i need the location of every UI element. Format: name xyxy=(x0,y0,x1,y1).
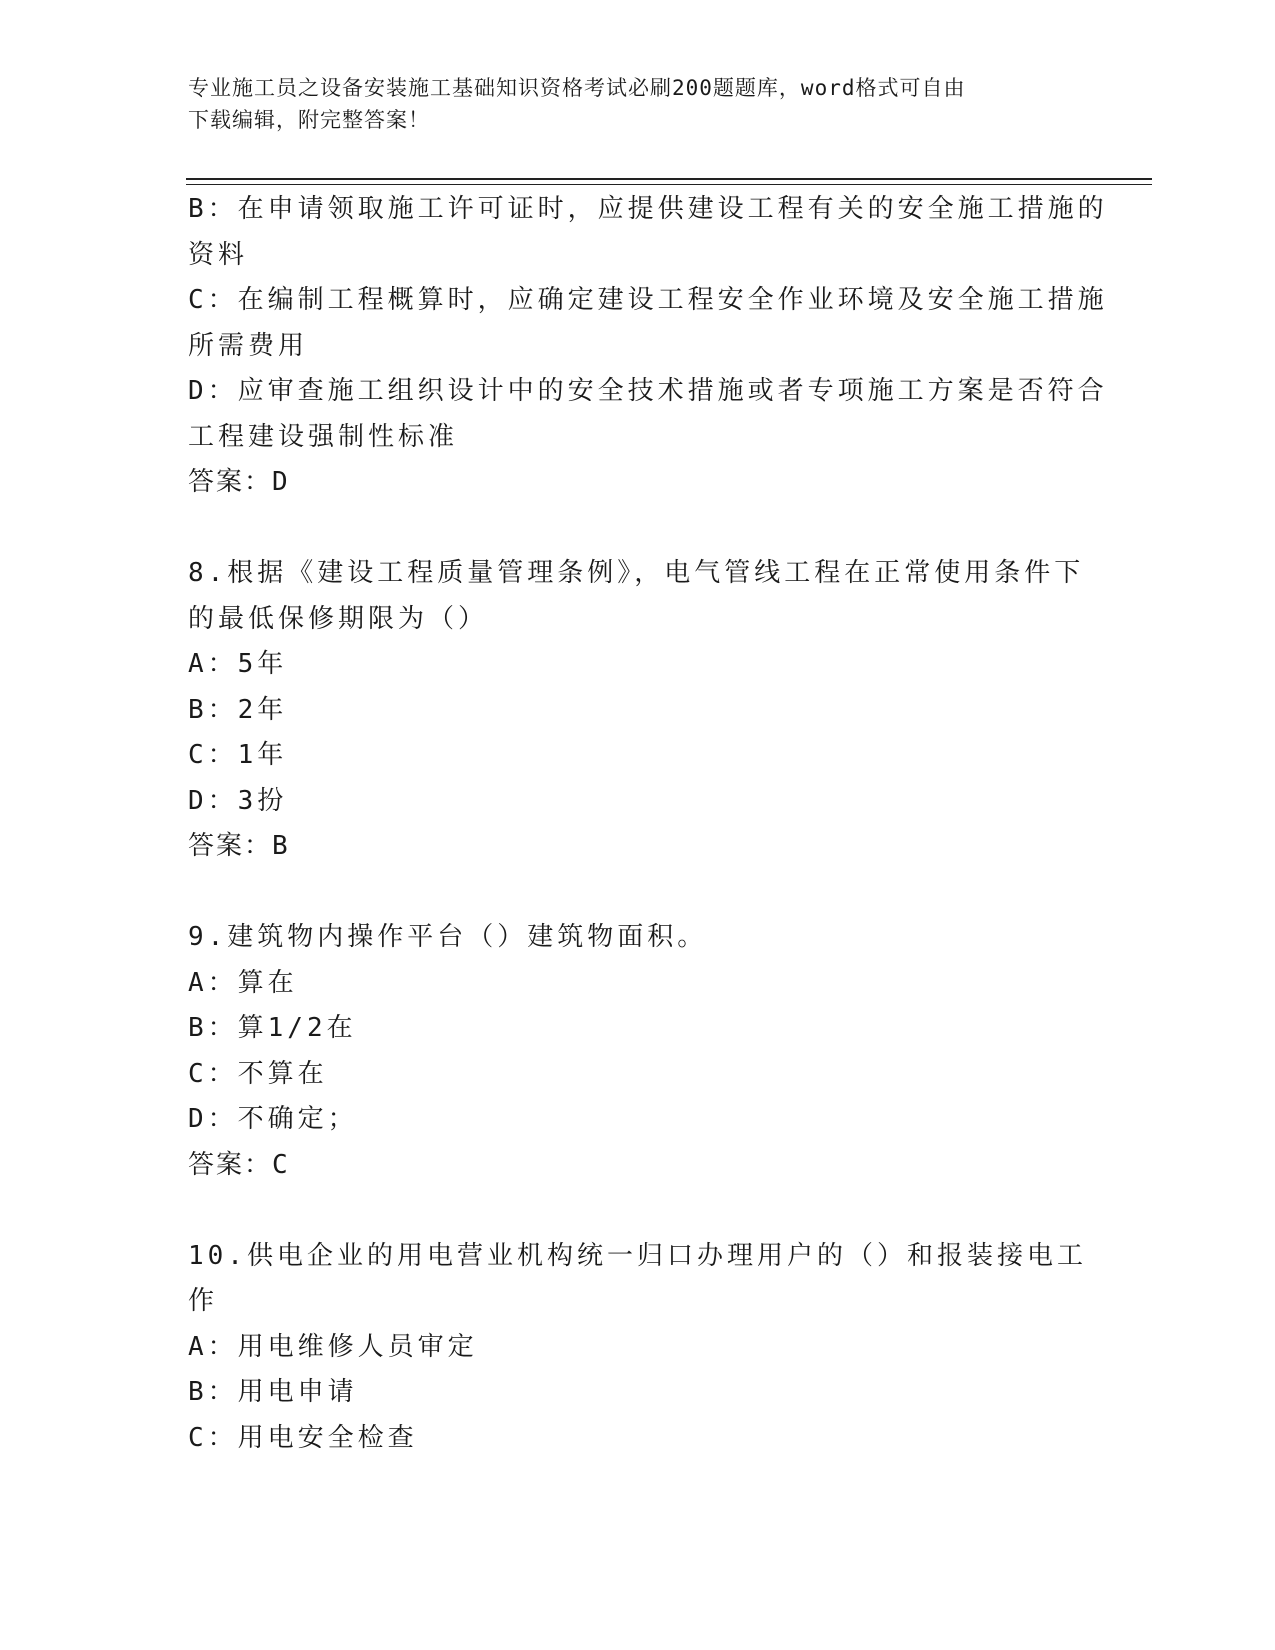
question-stem-line-1: 10.供电企业的用电营业机构统一归口办理用户的（）和报装接电工 xyxy=(188,1240,1087,1271)
question-7 xyxy=(188,187,1108,506)
question-stem-line-2: 作 xyxy=(188,1286,219,1316)
option-b-line-2: 资料 xyxy=(188,239,249,270)
option-b: B：算1/2在 xyxy=(188,1013,357,1043)
option-c: C：不算在 xyxy=(188,1058,328,1089)
option-a: A：算在 xyxy=(188,967,298,998)
question-stem-line-1: 8.根据《建设工程质量管理条例》，电气管线工程在正常使用条件下 xyxy=(188,558,1085,588)
header-divider-thin xyxy=(186,184,1152,185)
document-header xyxy=(188,72,1078,136)
option-b: B：2年 xyxy=(188,694,288,725)
answer-label: 答案： xyxy=(188,467,273,497)
option-c-line-2: 所需费用 xyxy=(188,330,309,361)
answer-label: 答案： xyxy=(188,831,273,861)
header-line-1: 专业施工员之设备安装施工基础知识资格考试必刷200题题库，word格式可自由 xyxy=(188,76,966,100)
question-stem-line-2: 的最低保修期限为（） xyxy=(188,603,489,634)
answer-value: B xyxy=(272,831,289,861)
option-d: D：3扮 xyxy=(188,785,288,816)
option-a: A：5年 xyxy=(188,649,288,679)
option-c: C：用电安全检查 xyxy=(188,1422,418,1453)
header-line-2: 下载编辑，附完整答案！ xyxy=(188,108,430,132)
question-stem: 9.建筑物内操作平台（）建筑物面积。 xyxy=(188,922,708,952)
option-b: B：用电申请 xyxy=(188,1377,358,1407)
header-divider xyxy=(186,178,1152,180)
question-9 xyxy=(188,915,1088,1188)
option-c: C：1年 xyxy=(188,740,288,770)
option-a: A：用电维修人员审定 xyxy=(188,1331,478,1362)
option-d: D：不确定； xyxy=(188,1104,358,1134)
option-b-line-1: B：在申请领取施工许可证时，应提供建设工程有关的安全施工措施的 xyxy=(188,194,1108,224)
option-c-line-1: C：在编制工程概算时，应确定建设工程安全作业环境及安全施工措施 xyxy=(188,285,1108,315)
question-10 xyxy=(188,1234,1088,1462)
answer-line xyxy=(188,824,1088,870)
answer-label: 答案： xyxy=(188,1149,273,1180)
answer-line xyxy=(188,1143,1088,1189)
answer-value: C xyxy=(272,1149,289,1180)
answer-line xyxy=(188,460,1088,506)
question-8 xyxy=(188,551,1088,870)
answer-value: D xyxy=(272,467,289,497)
option-d-line-1: D：应审查施工组织设计中的安全技术措施或者专项施工方案是否符合 xyxy=(188,376,1108,406)
question-content xyxy=(188,187,1108,1461)
option-d-line-2: 工程建设强制性标准 xyxy=(188,421,459,452)
